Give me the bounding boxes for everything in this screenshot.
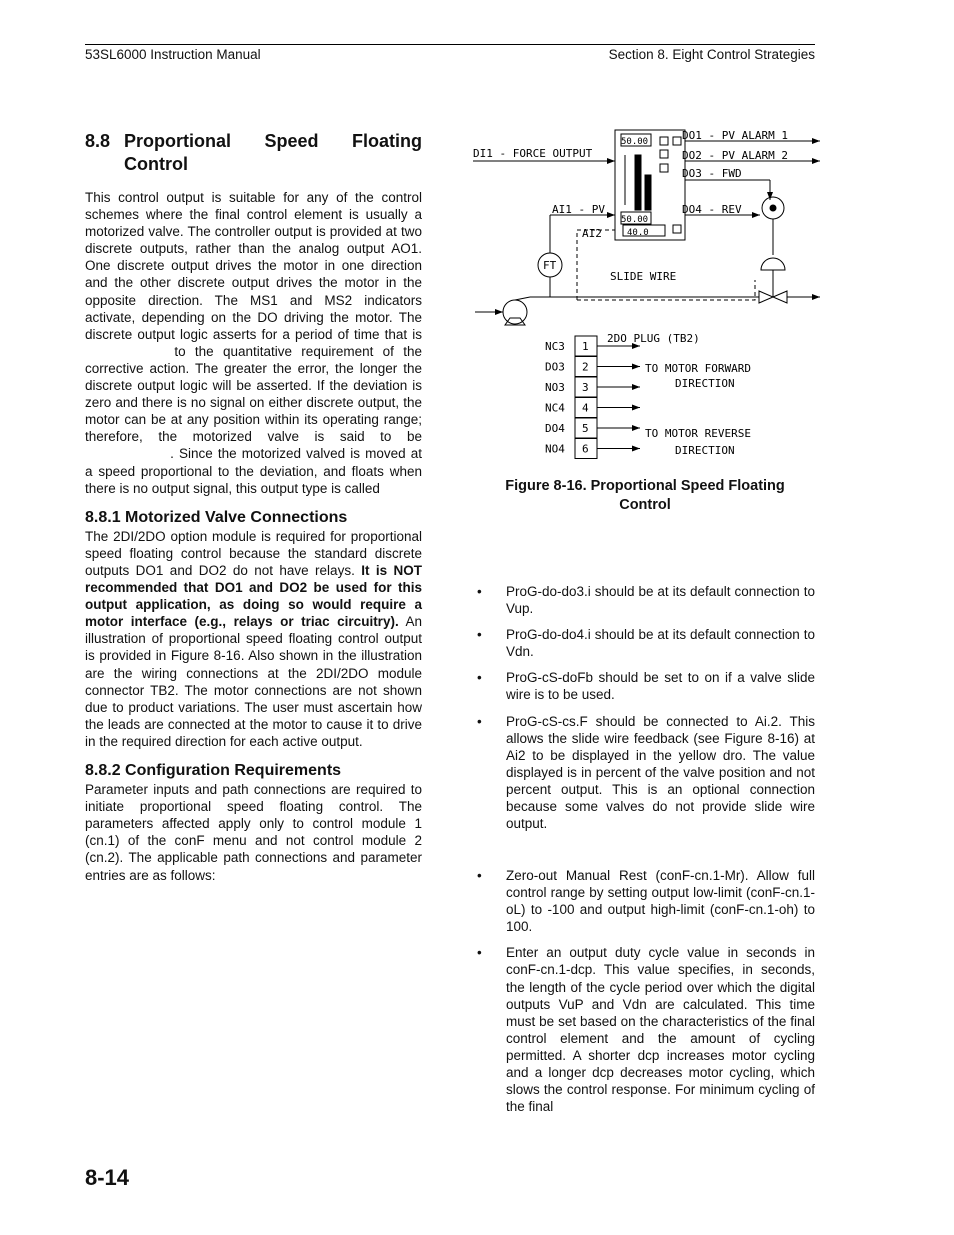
caption-line-2: Control bbox=[619, 497, 671, 513]
tb2-terminals bbox=[545, 336, 640, 459]
header-right: Section 8. Eight Control Strategies bbox=[608, 47, 815, 62]
terminal-name: NC3 bbox=[545, 340, 565, 353]
label-fwd-2: DIRECTION bbox=[675, 377, 735, 390]
intro-part-1: This control output is suitable for any of the control schemes where the final control element is usually a motorized valve. The controller output is provided at two discrete outputs, rather than the analog output AO1. One discrete output drives the motor in one direction and the other discrete output drives the motor in the opposite direction. The MS1 and MS2 indicators activate, depending on the DO driving the motor. The discrete output logic asserts for a period of time that is bbox=[85, 190, 422, 342]
sub1-text-2: An illustration of proportional speed floating control output is provided in Figure 8-16. Also shown in the illustration are the wiring connections at the 2DI/2DO module connector TB2. The motor connections are not shown due to product variations. The user must ascertain how the leads are connected at the motor to cause it to drive in the required direction for each active output. bbox=[85, 614, 422, 749]
label-ai2: AI2 bbox=[582, 227, 602, 240]
terminal-number: 4 bbox=[582, 401, 589, 415]
subsection-2-title: 8.8.2 Configuration Requirements bbox=[85, 762, 342, 779]
display-mid: 50.00 bbox=[621, 215, 649, 225]
left-column bbox=[85, 130, 422, 884]
terminal-name: DO3 bbox=[545, 360, 565, 374]
label-di1: DI1 - FORCE OUTPUT bbox=[473, 147, 593, 160]
terminal-name: NO3 bbox=[545, 381, 565, 394]
intro-part-3: . Since the motorized valved is moved at a speed proportional to the deviation, and floats when there is no output signal, this output type is called bbox=[85, 446, 422, 496]
display-bottom: 40.0 bbox=[627, 228, 649, 238]
page-header bbox=[85, 44, 815, 62]
section-heading bbox=[85, 130, 422, 176]
caption-line-1: Figure 8-16. Proportional Speed Floating bbox=[505, 478, 785, 494]
terminal-name: NO4 bbox=[545, 442, 565, 456]
label-rev-1: TO MOTOR REVERSE bbox=[645, 427, 751, 440]
section-title: Proportional Speed Floating Control bbox=[124, 131, 422, 174]
terminal-number: 6 bbox=[582, 442, 589, 456]
sub1-text-1: The 2DI/2DO option module is required for proportional speed floating control because the standard discrete outputs DO1 and DO2 do not have relays. bbox=[85, 528, 422, 578]
label-do3: DO3 - FWD bbox=[682, 167, 742, 180]
terminal-number: 1 bbox=[582, 340, 589, 353]
label-rev-2: DIRECTION bbox=[675, 444, 735, 457]
bullet-item: • ProG-cS-doFb should be set to on if a valve slide wire is to be used. bbox=[477, 669, 815, 703]
subsection-2-text: Parameter inputs and path connections are required to initiate proportional speed floating control. The parameters affected apply only to control module 1 (cn.1) of the conF menu and not control module 2 (cn.2). The applicable path connections and parameter entries are as follows: bbox=[85, 782, 422, 883]
subsection-1-text bbox=[85, 528, 422, 750]
intro-paragraph bbox=[85, 189, 422, 497]
figure-caption bbox=[470, 477, 820, 515]
section-number: 8.8 bbox=[85, 131, 111, 151]
subsection-1-title: 8.8.1 Motorized Valve Connections bbox=[85, 508, 348, 526]
terminal-name: DO4 bbox=[545, 422, 565, 435]
bullet-item: • ProG-cS-cs.F should be connected to Ai.2. This allows the slide wire feedback (see Figure 8-16) at Ai2 to be displayed in the yellow dro. The value displayed is in percent of the valve position and not percent output. This is an optional connection because some valves do not provide slide wire output. bbox=[477, 713, 815, 833]
bullet-item: • Enter an output duty cycle value in seconds in conF-cn.1-dcp. This value specifies, in seconds, the length of the cycle period over which the digital outputs VuP and Vdn are calculated. This time must be set based on the characteristics of the final control element and the amount of cycling permitted. A shorter dcp increases motor cycling and a longer dcp decreases motor cycling, which slows the control response. For minimum cycling of the final bbox=[477, 944, 815, 1115]
terminal-name: NC4 bbox=[545, 401, 565, 415]
label-ai1: AI1 - PV bbox=[552, 203, 605, 216]
bullet-list-paths bbox=[477, 583, 815, 841]
figure-diagram bbox=[465, 125, 825, 465]
intro-part-2: to the quantitative requirement of the corrective action. The greater the error, the longer the discrete output logic will be asserted. If the deviation is zero and there is no signal on either discrete output, the motor can be at any position within its operating range; therefore, the motorized valve is said to be bbox=[85, 343, 422, 445]
label-slide-wire: SLIDE WIRE bbox=[610, 270, 677, 283]
label-plug: 2DO PLUG (TB2) bbox=[607, 332, 700, 345]
label-do1: DO1 - PV ALARM 1 bbox=[682, 129, 788, 142]
header-left: 53SL6000 Instruction Manual bbox=[85, 47, 261, 62]
page-number: 8-14 bbox=[85, 1165, 130, 1190]
label-fwd-1: TO MOTOR FORWARD bbox=[645, 362, 751, 375]
terminal-number: 2 bbox=[582, 360, 589, 374]
bullet-item: • ProG-do-do4.i should be at its default connection to Vdn. bbox=[477, 626, 815, 660]
label-do4: DO4 - REV bbox=[682, 203, 742, 216]
label-ft: FT bbox=[543, 259, 557, 272]
bullet-item: • ProG-do-do3.i should be at its default connection to Vup. bbox=[477, 583, 815, 617]
terminal-number: 5 bbox=[582, 422, 589, 435]
bullet-list-params bbox=[477, 867, 815, 1124]
terminal-number: 3 bbox=[582, 381, 589, 394]
display-top: 50.00 bbox=[621, 137, 649, 147]
bullet-item: • Zero-out Manual Rest (conF-cn.1-Mr). Allow full control range by setting output low-limit (conF-cn.1-oL) to -100 and output high-limit (conF-cn.1-oh) to 100. bbox=[477, 867, 815, 935]
label-do2: DO2 - PV ALARM 2 bbox=[682, 149, 788, 162]
sub1-warning: It is NOT recommended that DO1 and DO2 be used for this output application, as doing so would require a motor interface (e.g., relays or triac circuitry). bbox=[85, 562, 422, 630]
